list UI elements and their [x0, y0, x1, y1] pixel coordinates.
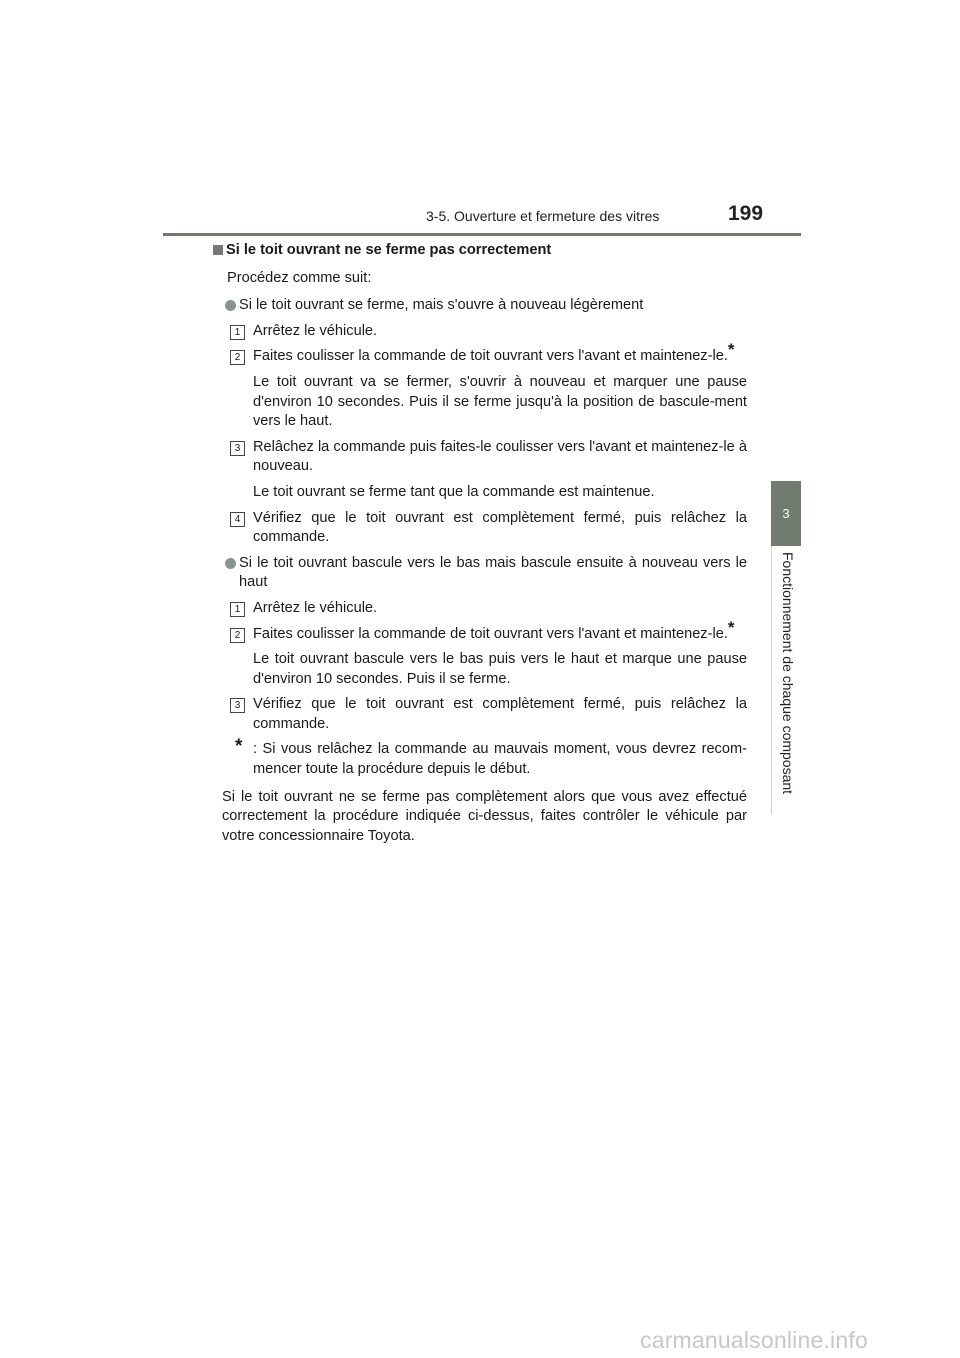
footnote-asterisk: *	[235, 736, 243, 758]
step-number: 1	[230, 325, 245, 340]
step-item: 2 Faites coulisser la commande de toit ouvrant vers l'avant et maintenez-le.*	[222, 625, 747, 645]
step-item: 1 Arrêtez le véhicule.	[222, 599, 747, 619]
step-note: Le toit ouvrant va se fermer, s'ouvrir à nouveau et marquer une pause d'environ 10 secondes. Puis il se ferme jusqu'à la position de bascule-ment vers le haut.	[253, 373, 747, 430]
step-number: 3	[230, 441, 245, 456]
circle-bullet-icon	[225, 558, 236, 569]
square-bullet-icon	[213, 245, 223, 255]
intro-text: Procédez comme suit:	[227, 269, 372, 286]
closing-paragraph: Si le toit ouvrant ne se ferme pas complètement alors que vous avez effectué correctement la procédure indiquée ci-dessus, faites contrôler le véhicule par votre concessionnaire Toyota.	[222, 788, 747, 844]
step-item: 2 Faites coulisser la commande de toit ouvrant vers l'avant et maintenez-le.*	[222, 347, 747, 367]
chapter-tab[interactable]: 3	[771, 481, 801, 546]
step-number: 2	[230, 628, 245, 643]
asterisk-mark: *	[727, 617, 735, 637]
header-rule	[163, 233, 801, 236]
footnote: * : Si vous relâchez la commande au mauvais moment, vous devrez recom-mencer toute la procédure depuis le début.	[235, 736, 747, 778]
step-item: 3 Vérifiez que le toit ouvrant est complètement fermé, puis relâchez la commande.	[222, 695, 747, 734]
step-number: 4	[230, 512, 245, 527]
step-number: 3	[230, 698, 245, 713]
step-number: 2	[230, 350, 245, 365]
section-title: Si le toit ouvrant ne se ferme pas correctement	[222, 241, 747, 261]
step-note: Le toit ouvrant bascule vers le bas puis vers le haut et marque une pause d'environ 10 secondes. Puis il se ferme.	[253, 651, 747, 687]
step-number: 1	[230, 602, 245, 617]
case-bullet: Si le toit ouvrant bascule vers le bas mais bascule ensuite à nouveau vers le haut	[222, 554, 747, 593]
asterisk-mark: *	[727, 340, 735, 360]
page-content	[222, 241, 747, 846]
step-item: 4 Vérifiez que le toit ouvrant est complètement fermé, puis relâchez la commande.	[222, 509, 747, 548]
watermark: carmanualsonline.info	[640, 1327, 868, 1353]
page-number: 199	[728, 202, 764, 225]
running-header: 3-5. Ouverture et fermeture des vitres	[426, 208, 660, 224]
step-note: Le toit ouvrant se ferme tant que la commande est maintenue.	[253, 483, 655, 500]
step-item: 3 Relâchez la commande puis faites-le coulisser vers l'avant et maintenez-le à nouveau.	[222, 438, 747, 477]
circle-bullet-icon	[225, 300, 236, 311]
chapter-label: Fonctionnement de chaque composant	[780, 552, 796, 795]
step-item: 1 Arrêtez le véhicule.	[222, 322, 747, 342]
case-bullet: Si le toit ouvrant se ferme, mais s'ouvre à nouveau légèrement	[222, 296, 747, 316]
